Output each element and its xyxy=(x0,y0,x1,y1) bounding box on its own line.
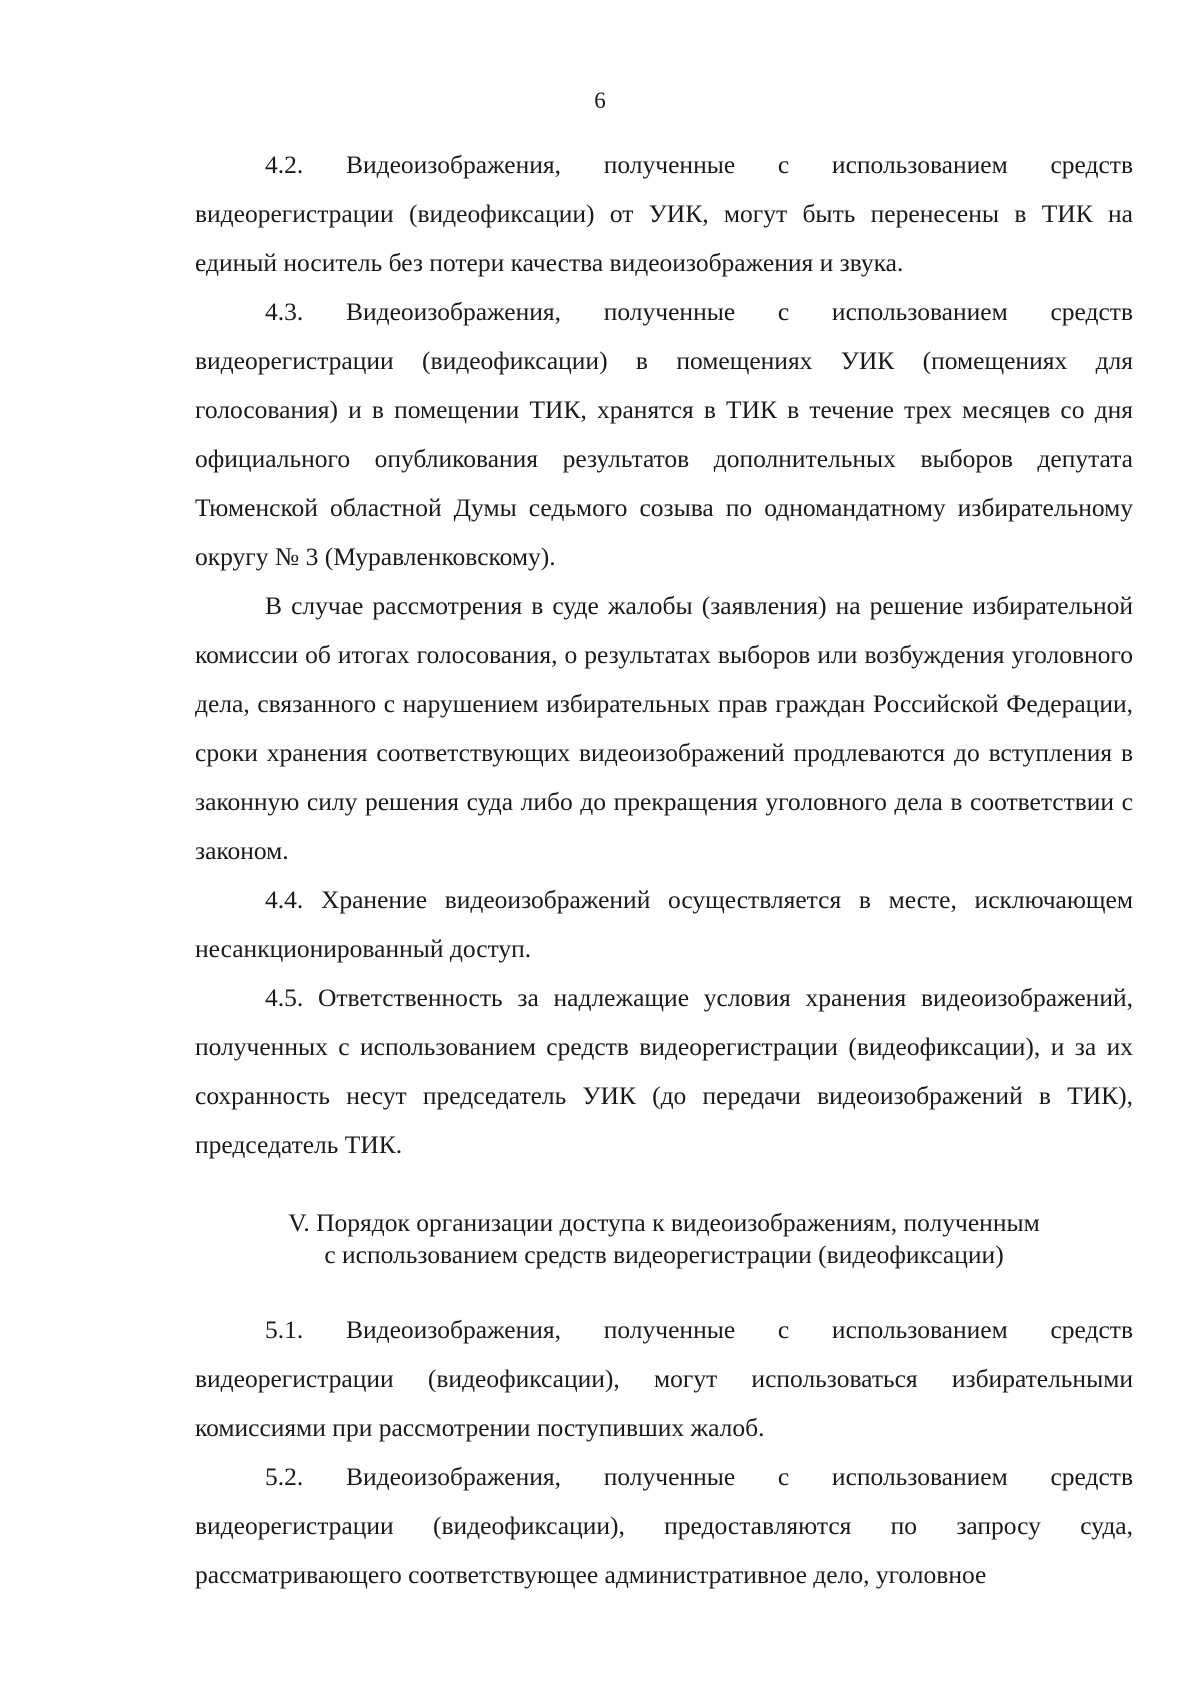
paragraph-4-3: 4.3. Видеоизображения, полученные с использованием средств видеорегистрации (видеофиксации) в помещениях УИК (помещениях для голосования) и в помещении ТИК, хранятся в ТИК в течение трех месяцев со дня официального опубликования результатов дополнительных выборов депутата Тюменской областной Думы седьмого созыва по одномандатному избирательному округу № 3 (Муравленковскому). xyxy=(195,297,1133,571)
paragraph-4-5: 4.5. Ответственность за надлежащие условия хранения видеоизображений, полученных с использованием средств видеорегистрации (видеофиксации), и за их сохранность несут председатель УИК (до передачи видеоизображений в ТИК), председатель ТИК. xyxy=(195,983,1133,1159)
paragraph-5-1: 5.1. Видеоизображения, полученные с использованием средств видеорегистрации (видеофиксации), могут использоваться избирательными комиссиями при рассмотрении поступивших жалоб. xyxy=(195,1315,1133,1442)
paragraph-5-2: 5.2. Видеоизображения, полученные с использованием средств видеорегистрации (видеофиксации), предоставляются по запросу суда, рассматривающего соответствующее административное дело, уголовное xyxy=(195,1462,1133,1589)
paragraph-court-case: В случае рассмотрения в суде жалобы (заявления) на решение избирательной комиссии об итогах голосования, о результатах выборов или возбуждения уголовного дела, связанного с нарушением избирательных прав граждан Российской Федерации, сроки хранения соответствующих видеоизображений продлеваются до вступления в законную силу решения суда либо до прекращения уголовного дела в соответствии с законом. xyxy=(195,591,1133,865)
section-heading xyxy=(195,1207,1133,1271)
document-body xyxy=(195,140,1133,1599)
page-number: 6 xyxy=(594,88,606,113)
section-heading-line-2: с использованием средств видеорегистрации (видеофиксации) xyxy=(324,1240,1004,1269)
paragraph-4-2: 4.2. Видеоизображения, полученные с использованием средств видеорегистрации (видеофиксации) от УИК, могут быть перенесены в ТИК на единый носитель без потери качества видеоизображения и звука. xyxy=(195,150,1133,277)
paragraph-4-4: 4.4. Хранение видеоизображений осуществляется в месте, исключающем несанкционированный доступ. xyxy=(195,885,1133,963)
section-heading-line-1: V. Порядок организации доступа к видеоизображениям, полученным xyxy=(288,1208,1040,1237)
